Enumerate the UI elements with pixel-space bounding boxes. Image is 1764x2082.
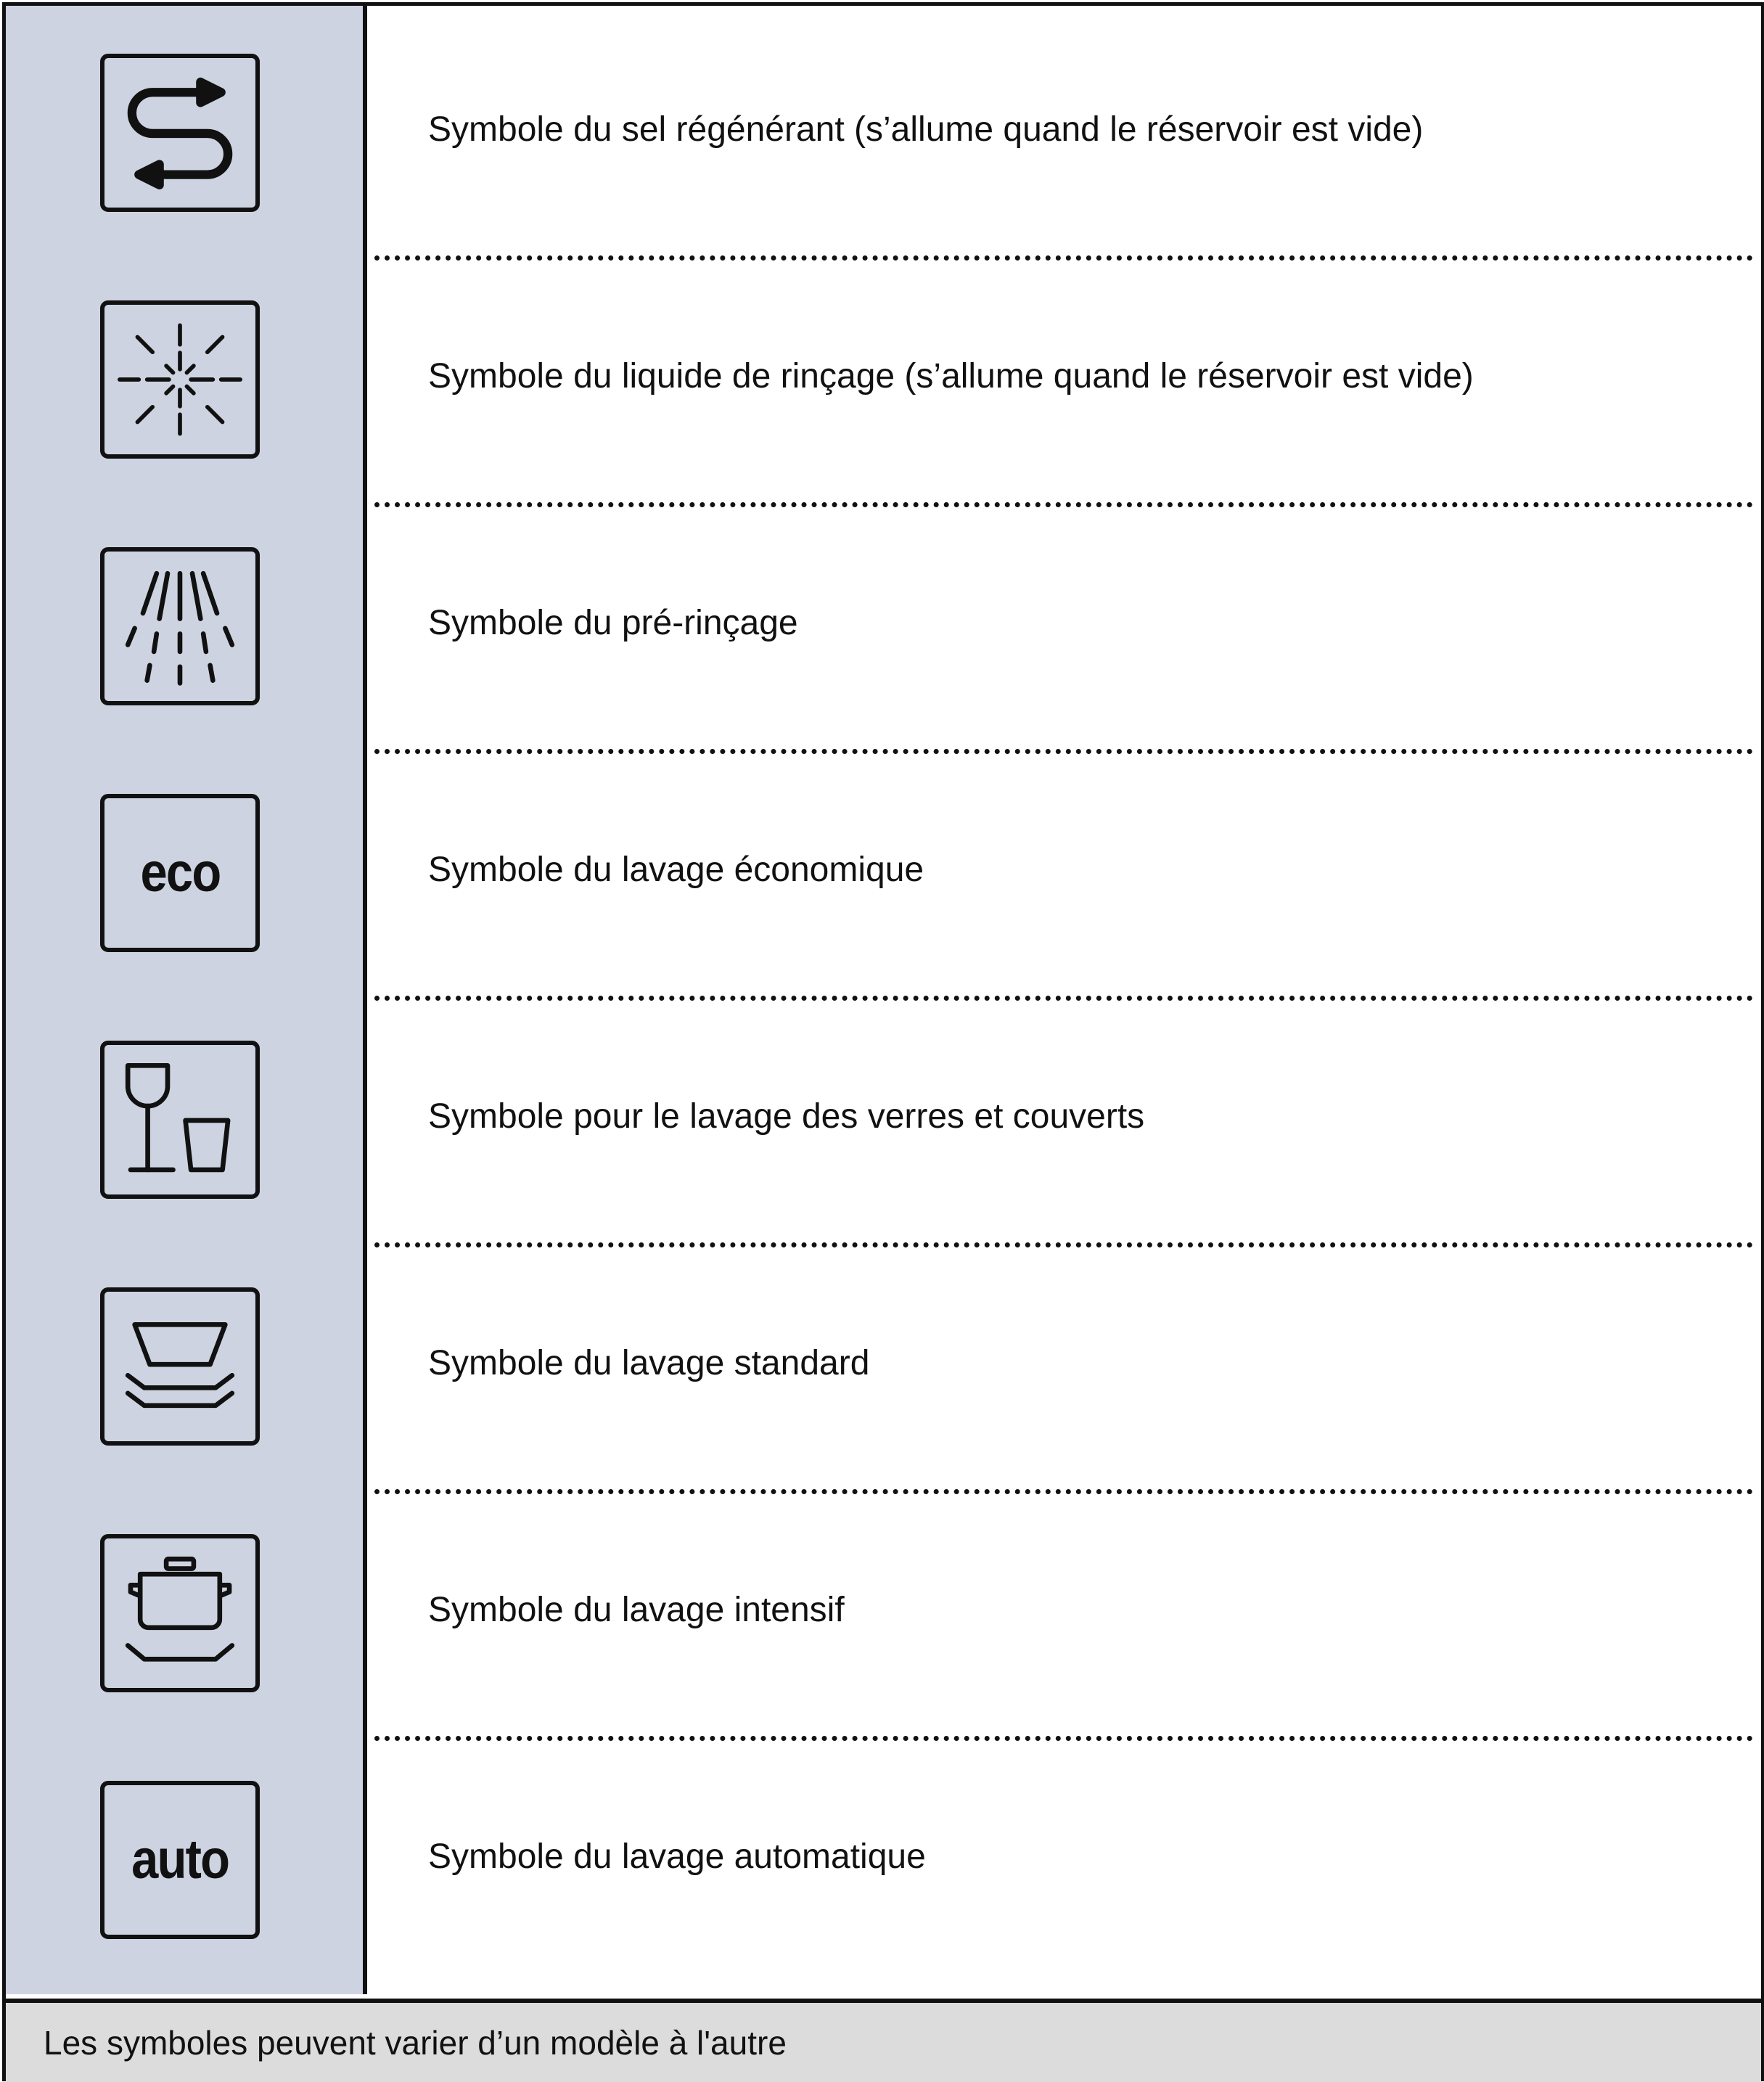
symbol-row-auto	[6, 1733, 1761, 1980]
auto-icon	[100, 1781, 260, 1939]
pre-rinse-spray-icon	[100, 547, 260, 705]
symbol-row-pre-rinse	[6, 499, 1761, 746]
glass-wash-icon	[100, 1041, 260, 1199]
symbol-row-eco	[6, 746, 1761, 993]
symbol-label: Symbole du pré-rinçage	[428, 603, 798, 642]
eco-icon-text: eco	[140, 842, 220, 903]
symbol-label: Symbole pour le lavage des verres et couverts	[428, 1097, 1145, 1136]
symbol-label: Symbole du sel régénérant (s’allume quand le réservoir est vide)	[428, 110, 1424, 149]
symbol-legend-table	[2, 2, 1764, 2081]
auto-icon-text: auto	[131, 1829, 229, 1890]
symbol-label: Symbole du lavage standard	[428, 1343, 870, 1382]
intensive-wash-icon	[100, 1534, 260, 1692]
symbol-label: Symbole du lavage intensif	[428, 1590, 845, 1629]
symbol-row-intensive	[6, 1486, 1761, 1733]
standard-wash-icon	[100, 1287, 260, 1446]
footer	[6, 1999, 1761, 2082]
rinse-aid-icon	[100, 300, 260, 459]
symbol-row-glass	[6, 993, 1761, 1239]
footer-note: Les symboles peuvent varier d’un modèle à l'autre	[44, 2023, 787, 2062]
symbol-row-rinse-aid	[6, 253, 1761, 499]
symbol-row-standard	[6, 1239, 1761, 1486]
eco-icon	[100, 794, 260, 952]
symbol-label: Symbole du lavage économique	[428, 850, 924, 889]
symbol-label: Symbole du lavage automatique	[428, 1837, 926, 1876]
symbol-row-salt	[6, 6, 1761, 253]
salt-refill-icon	[100, 54, 260, 212]
symbol-label: Symbole du liquide de rinçage (s’allume quand le réservoir est vide)	[428, 356, 1474, 396]
